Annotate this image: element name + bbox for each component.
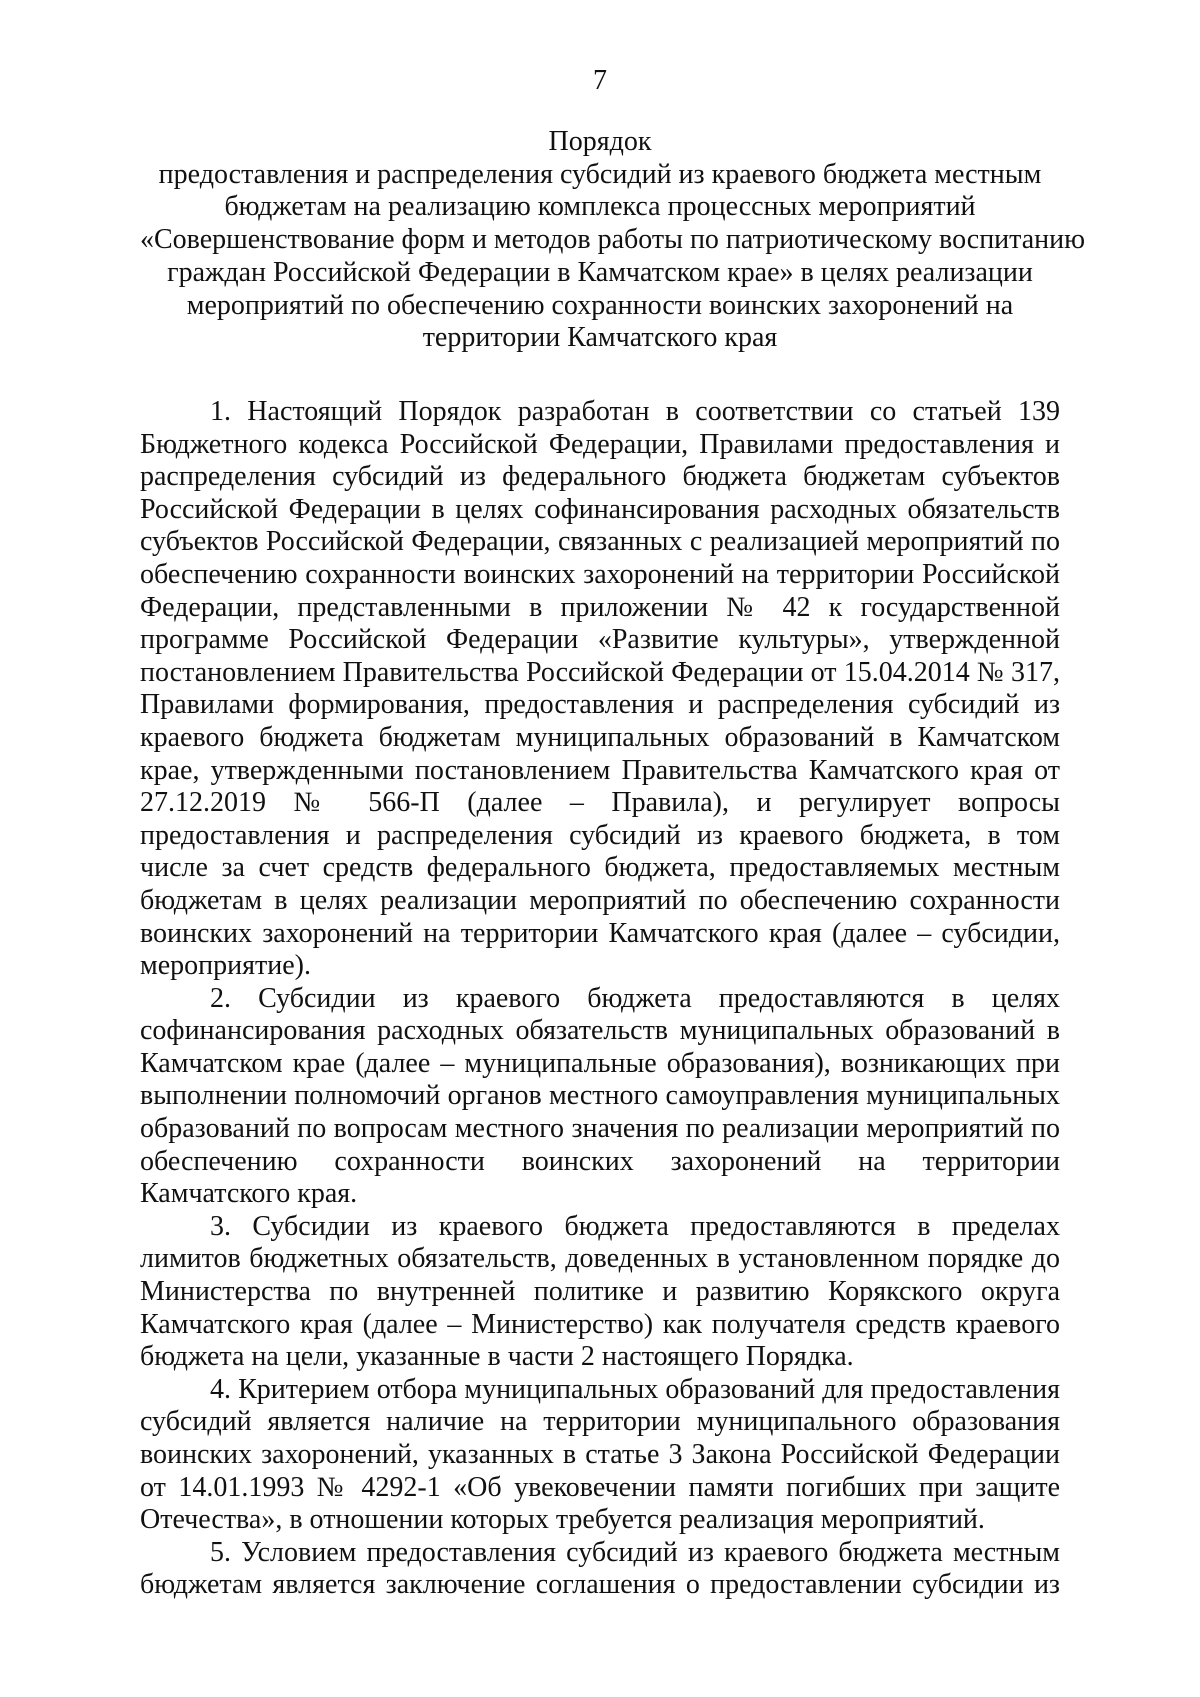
title-line: предоставления и распределения субсидий из краевого бюджета местным	[158, 158, 1042, 190]
document-title	[140, 126, 1086, 355]
title-heading: Порядок	[548, 126, 652, 157]
title-line: граждан Российской Федерации в Камчатском крае» в целях реализации	[167, 256, 1033, 288]
document-body	[140, 396, 1060, 1602]
page-number: 7	[593, 65, 607, 96]
title-line: «Совершенствование форм и методов работы по патриотическому воспитанию	[140, 224, 1086, 256]
paragraph-2: 2. Субсидии из краевого бюджета предоставляются в целях софинансирования расходных обязательств муниципальных образований в Камчатском крае (далее – муниципальные образования), возникающих при выполнении полномочий органов местного самоуправления муниципальных образований по вопросам местного значения по реализации мероприятий по обеспечению сохранности воинских захоронений на территории Камчатского края.	[140, 982, 1060, 1210]
title-line: мероприятий по обеспечению сохранности воинских захоронений на	[186, 289, 1014, 321]
title-line: бюджетам на реализацию комплекса процессных мероприятий	[224, 191, 976, 223]
paragraph-3: 3. Субсидии из краевого бюджета предоставляются в пределах лимитов бюджетных обязательств, доведенных в установленном порядке до Министерства по внутренней политике и развитию Корякского округа Камчатского края (далее – Министерство) как получателя средств краевого бюджета на цели, указанные в части 2 настоящего Порядка.	[140, 1210, 1060, 1373]
paragraph-5: 5. Условием предоставления субсидий из краевого бюджета местным бюджетам является заключение соглашения о предоставлении субсидии из	[140, 1536, 1060, 1601]
paragraph-4: 4. Критерием отбора муниципальных образований для предоставления субсидий является наличие на территории муниципального образования воинских захоронений, указанных в статье 3 Закона Российской Федерации от 14.01.1993 № 4292-1 «Об увековечении памяти погибших при защите Отечества», в отношении которых требуется реализация мероприятий.	[140, 1373, 1060, 1536]
title-line: территории Камчатского края	[422, 322, 778, 354]
paragraph-1: 1. Настоящий Порядок разработан в соответствии со статьей 139 Бюджетного кодекса Российской Федерации, Правилами предоставления и распределения субсидий из федерального бюджета бюджетам субъектов Российской Федерации в целях софинансирования расходных обязательств субъектов Российской Федерации, связанных с реализацией мероприятий по обеспечению сохранности воинских захоронений на территории Российской Федерации, представленными в приложении № 42 к государственной программе Российской Федерации «Развитие культуры», утвержденной постановлением Правительства Российской Федерации от 15.04.2014 № 317, Правилами формирования, предоставления и распределения субсидий из краевого бюджета бюджетам муниципальных образований в Камчатском крае, утвержденными постановлением Правительства Камчатского края от 27.12.2019 № 566-П (далее – Правила), и регулирует вопросы предоставления и распределения субсидий из краевого бюджета, в том числе за счет средств федерального бюджета, предоставляемых местным бюджетам в целях реализации мероприятий по обеспечению сохранности воинских захоронений на территории Камчатского края (далее – субсидии, мероприятие).	[140, 396, 1060, 982]
